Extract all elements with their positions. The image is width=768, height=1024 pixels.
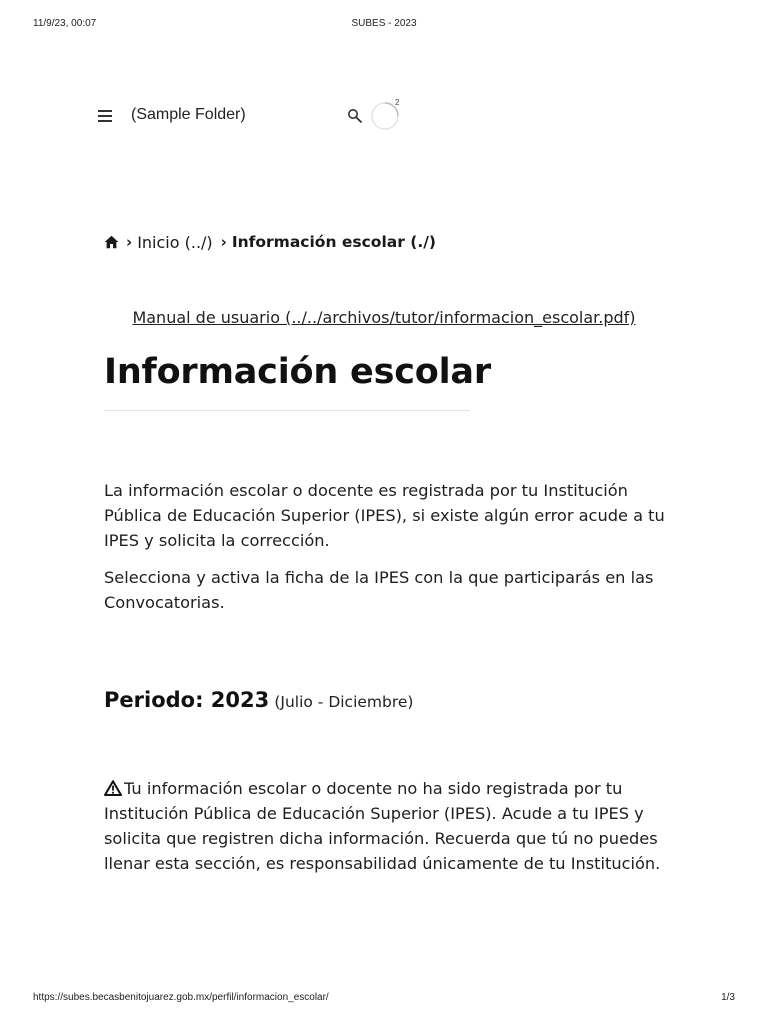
print-footer <box>0 992 768 1006</box>
warning-message <box>104 776 674 876</box>
period-range: (Julio - Diciembre) <box>274 693 414 711</box>
home-icon[interactable] <box>104 235 119 249</box>
print-header <box>0 18 768 32</box>
warning-triangle-icon <box>104 780 122 796</box>
breadcrumb-item-inicio[interactable]: Inicio (../) <box>137 232 213 252</box>
period-heading <box>104 688 413 712</box>
user-manual-link[interactable]: Manual de usuario (../../archivos/tutor/informacion_escolar.pdf) <box>132 308 636 327</box>
notification-count: 2 <box>395 98 400 107</box>
breadcrumb-separator: › <box>126 233 133 251</box>
breadcrumb <box>104 230 444 254</box>
warning-text: Tu información escolar o docente no ha sido registrada por tu Institución Pública de Educación Superior (IPES). Acude a tu IPES y solicita que registren dicha información. Recuerda que tú no puedes llenar esta sección, es responsabilidad únicamente de tu Institución. <box>104 779 661 873</box>
title-divider <box>104 410 470 411</box>
hamburger-menu-icon[interactable] <box>98 110 112 122</box>
folder-label[interactable]: (Sample Folder) <box>131 106 246 123</box>
page-title: Información escolar <box>104 352 491 392</box>
top-bar <box>98 98 418 136</box>
search-icon[interactable] <box>347 108 363 124</box>
print-url: https://subes.becasbenitojuarez.gob.mx/perfil/informacion_escolar/ <box>33 992 329 1003</box>
period-label: Periodo: 2023 <box>104 688 270 712</box>
breadcrumb-separator: › <box>220 233 227 251</box>
print-page-number: 1/3 <box>721 992 735 1003</box>
print-datetime: 11/9/23, 00:07 <box>33 18 97 29</box>
breadcrumb-item-current[interactable]: Información escolar (./) <box>231 233 436 251</box>
print-page-title: SUBES - 2023 <box>351 18 417 29</box>
instruction-paragraph: Selecciona y activa la ficha de la IPES con la que participarás en las Convocatorias. <box>104 568 654 612</box>
intro-paragraph: La información escolar o docente es registrada por tu Institución Pública de Educación Superior (IPES), si existe algún error acude a tu IPES y solicita la corrección. <box>104 481 665 550</box>
